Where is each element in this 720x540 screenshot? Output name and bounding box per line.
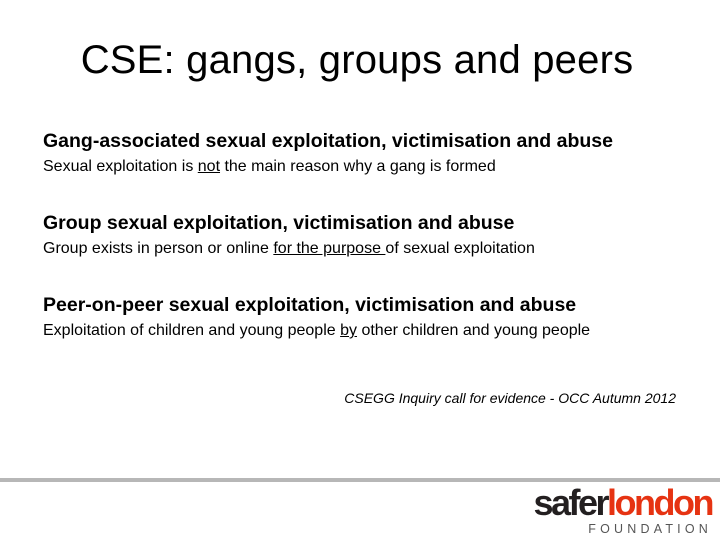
logo-word-safer: safer [533,482,608,523]
logo-wordmark [522,482,712,523]
slide-title: CSE: gangs, groups and peers [80,38,634,82]
section-description [43,238,703,260]
citation: CSEGG Inquiry call for evidence - OCC Autumn 2012 [344,390,676,406]
desc-text: other children and young people [357,322,591,339]
section-heading: Gang-associated sexual exploitation, victimisation and abuse [43,130,613,152]
desc-text: Exploitation of children and young people [43,322,341,339]
section-description [43,320,703,342]
section-heading: Peer-on-peer sexual exploitation, victimisation and abuse [43,294,577,316]
logo-subtitle: FOUNDATION [588,522,712,536]
desc-underlined-text: by [340,322,358,339]
logo-word-london: london [607,482,712,523]
safer-london-logo [522,482,712,536]
desc-underlined-text: not [197,158,221,175]
section-peer [43,293,703,342]
desc-text: the main reason why a gang is formed [220,158,496,175]
section-heading: Group sexual exploitation, victimisation and abuse [43,212,515,234]
desc-text: of sexual exploitation [385,240,535,257]
desc-underlined-text: for the purpose [273,240,386,257]
section-gang [43,129,703,178]
desc-text: Group exists in person or online [43,240,274,257]
section-group [43,211,703,260]
desc-text: Sexual exploitation is [43,158,198,175]
section-description [43,156,703,178]
